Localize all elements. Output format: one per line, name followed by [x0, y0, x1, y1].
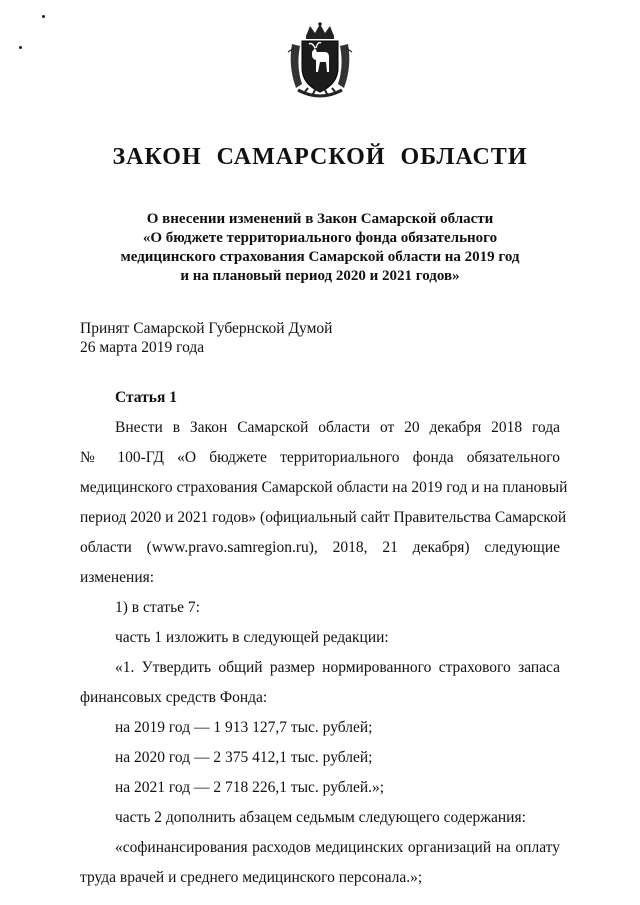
- body-line: часть 1 изложить в следующей редакции:: [115, 629, 389, 646]
- body-line: «1. Утвердить общий размер нормированного страхового запаса: [115, 659, 560, 676]
- body-line: 1) в статье 7:: [115, 599, 200, 616]
- body-line: области (www.pravo.samregion.ru), 2018, 21 декабря) следующие: [80, 539, 560, 556]
- body-line: Внести в Закон Самарской области от 20 декабря 2018 года: [115, 419, 560, 436]
- body-line: часть 2 дополнить абзацем седьмым следующего содержания:: [115, 809, 526, 826]
- body-line: период 2020 и 2021 годов» (официальный сайт Правительства Самарской: [80, 509, 567, 526]
- adopted-by: Принят Самарской Губернской Думой: [80, 320, 333, 337]
- scan-speck: [19, 46, 22, 49]
- body-line: «софинансирования расходов медицинских организаций на оплату: [115, 839, 560, 856]
- body-line: на 2021 год — 2 718 226,1 тыс. рублей.»;: [115, 779, 385, 796]
- law-subtitle: [80, 210, 560, 286]
- subtitle-line: О внесении изменений в Закон Самарской области: [146, 211, 494, 227]
- body-line: медицинского страхования Самарской области на 2019 год и на плановый: [80, 479, 568, 496]
- scan-speck: [42, 15, 45, 18]
- body-line: труда врачей и среднего медицинского персонала.»;: [80, 869, 423, 886]
- adopted-date: 26 марта 2019 года: [80, 339, 205, 356]
- body-line: на 2020 год — 2 375 412,1 тыс. рублей;: [115, 749, 373, 766]
- body-line: на 2019 год — 1 913 127,7 тыс. рублей;: [115, 719, 373, 736]
- subtitle-line: и на плановый период 2020 и 2021 годов»: [180, 268, 460, 284]
- body-line: № 100-ГД «О бюджете территориального фонда обязательного: [80, 449, 560, 466]
- body-line: финансовых средств Фонда:: [80, 689, 268, 706]
- samara-oblast-coat-of-arms-icon: [284, 22, 356, 102]
- subtitle-line: медицинского страхования Самарской области на 2019 год: [120, 249, 520, 265]
- subtitle-line: «О бюджете территориального фонда обязательного: [142, 230, 498, 246]
- adoption-block: [80, 319, 332, 357]
- article-body: [80, 413, 568, 893]
- article-heading: Статья 1: [115, 389, 177, 406]
- law-title: ЗАКОН САМАРСКОЙ ОБЛАСТИ: [112, 144, 528, 170]
- body-line: изменения:: [80, 569, 155, 586]
